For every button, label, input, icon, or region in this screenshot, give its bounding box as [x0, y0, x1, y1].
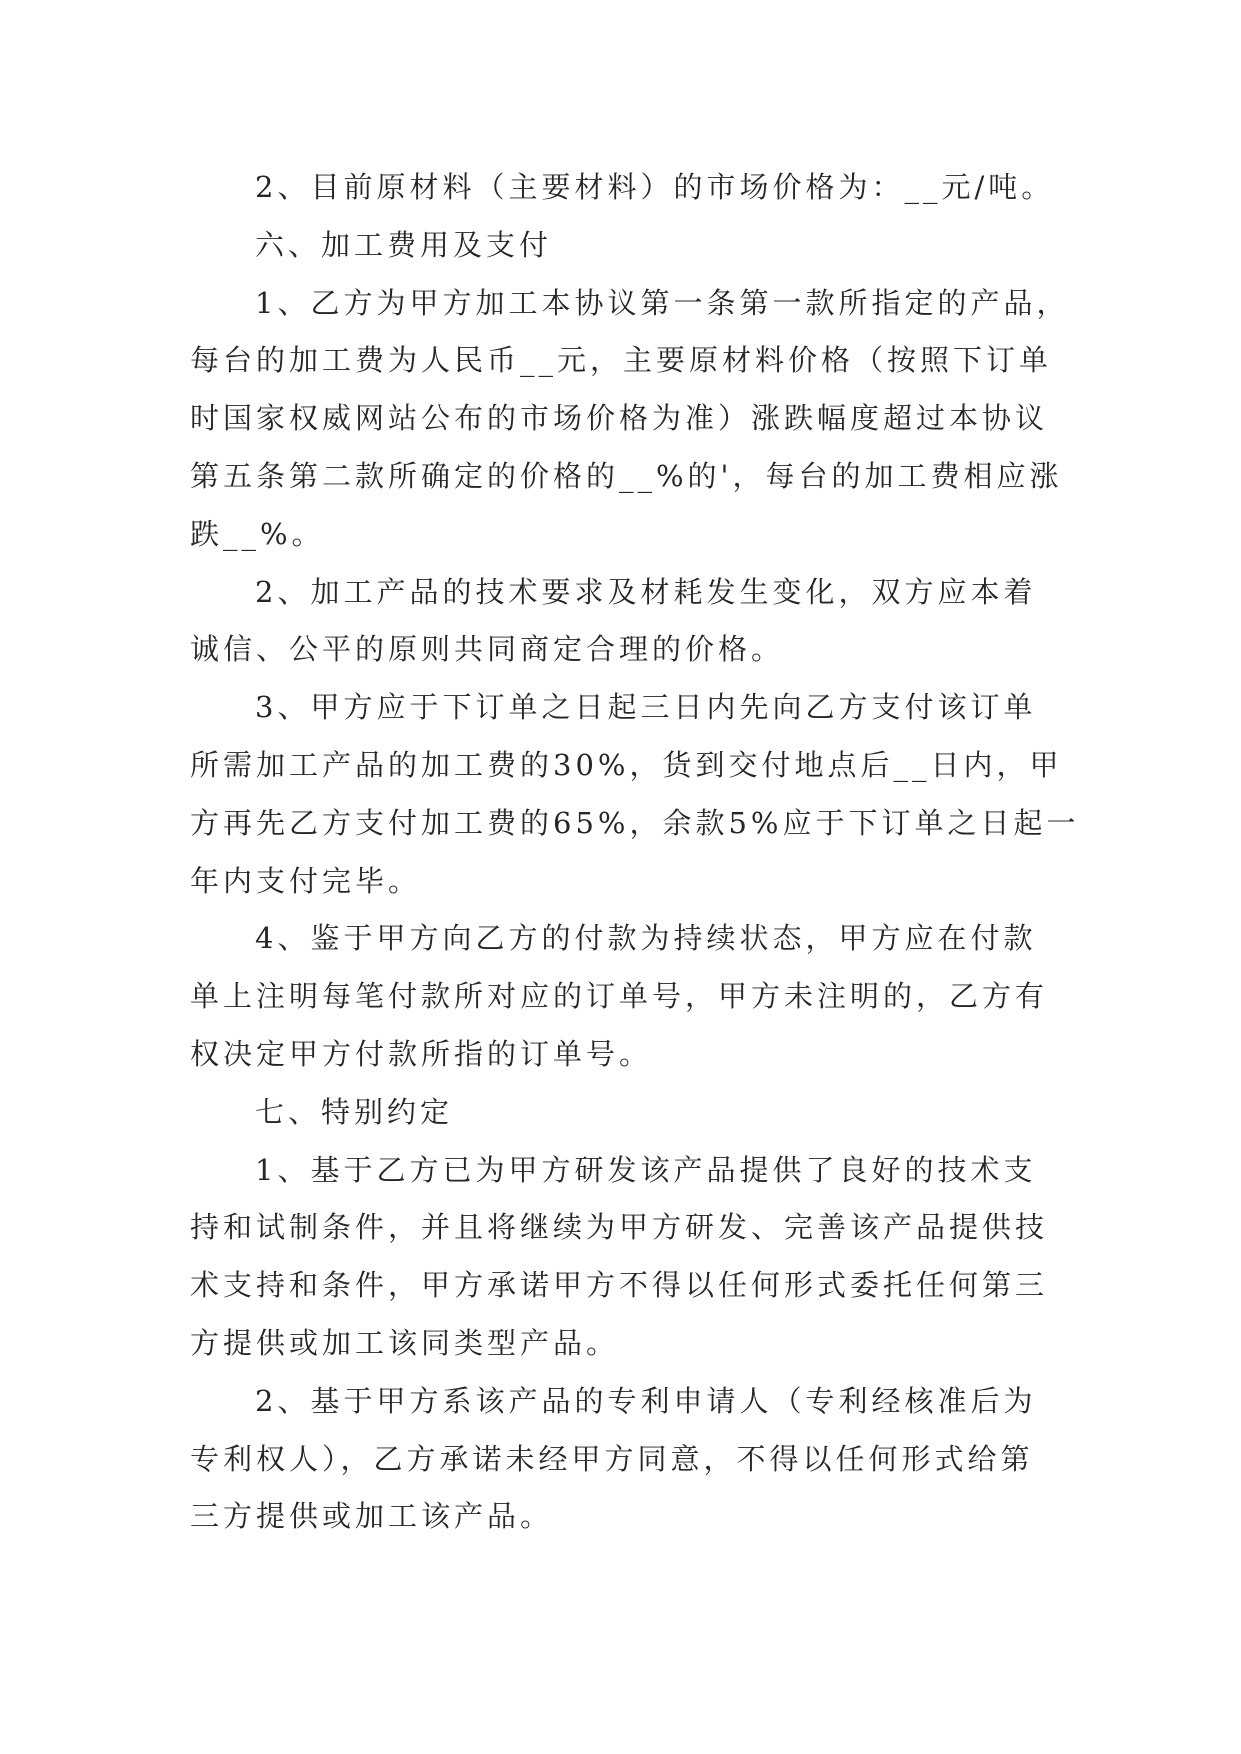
section-heading — [190, 1084, 1060, 1142]
paragraph-line: 所需加工产品的加工费的30%，货到交付地点后__日内，甲 — [190, 747, 1063, 782]
paragraph — [190, 159, 1060, 217]
paragraph — [190, 275, 1070, 564]
paragraph-line: 每台的加工费为人民币__元，主要原材料价格（按照下订单 — [190, 343, 1053, 378]
paragraph-line: 1、乙方为甲方加工本协议第一条第一款所指定的产品， — [255, 285, 1070, 320]
paragraph-line: 4、鉴于甲方向乙方的付款为持续状态，甲方应在付款 — [255, 921, 1037, 956]
paragraph-line: 单上注明每笔付款所对应的订单号，甲方未注明的，乙方有 — [190, 979, 1049, 1014]
paragraph — [190, 910, 1060, 1083]
section-heading-text: 六、加工费用及支付 — [255, 227, 553, 262]
paragraph-line: 2、目前原材料（主要材料）的市场价格为：__元/吨。 — [255, 170, 1055, 204]
paragraph — [190, 1142, 1060, 1373]
paragraph-line: 1、基于乙方已为甲方研发该产品提供了良好的技术支 — [255, 1152, 1037, 1187]
paragraph-line: 2、加工产品的技术要求及材耗发生变化，双方应本着 — [255, 574, 1037, 609]
paragraph — [190, 564, 1060, 680]
paragraph-line: 跌__%。 — [190, 516, 325, 551]
paragraph-line: 2、基于甲方系该产品的专利申请人（专利经核准后为 — [255, 1383, 1037, 1418]
paragraph-line: 3、甲方应于下订单之日起三日内先向乙方支付该订单 — [255, 690, 1037, 725]
section-heading-text: 七、特别约定 — [255, 1094, 454, 1129]
paragraph-line: 年内支付完毕。 — [190, 863, 422, 898]
paragraph — [190, 1373, 1060, 1546]
document-body — [190, 159, 1080, 1546]
paragraph-line: 三方提供或加工该产品。 — [190, 1499, 554, 1534]
paragraph-line: 第五条第二款所确定的价格的__%的'，每台的加工费相应涨 — [190, 458, 1063, 493]
paragraph-line: 诚信、公平的原则共同商定合理的价格。 — [190, 632, 785, 667]
paragraph-line: 方提供或加工该同类型产品。 — [190, 1325, 620, 1360]
paragraph-line: 术支持和条件，甲方承诺甲方不得以任何形式委托任何第三 — [190, 1268, 1049, 1303]
paragraph-line: 方再先乙方支付加工费的65%，余款5%应于下订单之日起一 — [190, 805, 1080, 840]
paragraph — [190, 679, 1080, 910]
paragraph-line: 专利权人），乙方承诺未经甲方同意，不得以任何形式给第 — [190, 1441, 1034, 1476]
paragraph-line: 权决定甲方付款所指的订单号。 — [190, 1036, 653, 1071]
paragraph-line: 时国家权威网站公布的市场价格为准）涨跌幅度超过本协议 — [190, 401, 1049, 436]
section-heading — [190, 217, 1060, 275]
paragraph-line: 持和试制条件，并且将继续为甲方研发、完善该产品提供技 — [190, 1210, 1049, 1245]
